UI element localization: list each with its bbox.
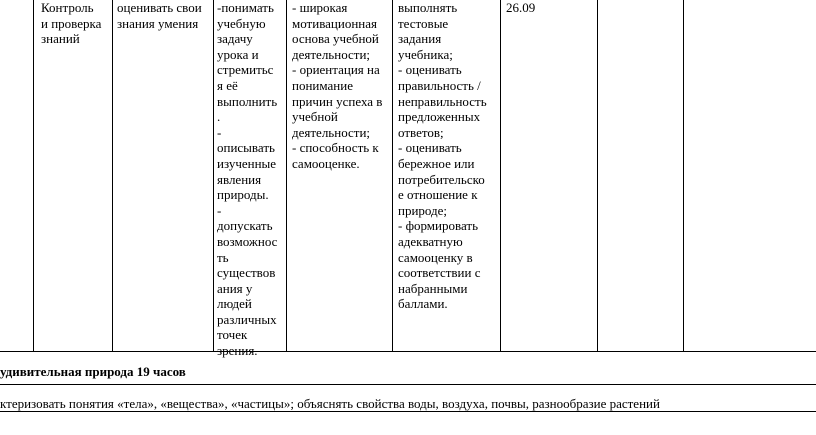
section-goal: ктеризовать понятия «тела», «вещества», «частицы»; объяснять свойства воды, воздуха, почвы, разнообразие растений [0,396,660,411]
section-rule-1 [0,384,816,385]
table-border-6 [500,0,501,352]
table-border-1 [33,0,34,352]
table-border-3 [213,0,214,352]
table-border-4 [286,0,287,352]
cell-goal: оценивать свои знания умения [117,0,202,31]
cell-personal-results: - широкая мотивационная основа учебной деятельности; - ориентация на понимание причин успеха в учебной деятельности; - способность к самооценке. [292,0,383,171]
cell-topic: Контроль и проверка знаний [41,0,102,47]
cell-subject-results: -понимать учебную задачу урока и стремитьс я её выполнить . - описывать изученные явления природы. - допускать возможнос ть существов ания у людей различных точек зрения. [217,0,278,359]
table-border-8 [683,0,684,352]
table-border-5 [392,0,393,352]
cell-date: 26.09 [506,0,536,15]
cell-activities: выполнять тестовые задания учебника; - оценивать правильность / неправильность предложенных ответов; - оценивать бережное или потребительско е отношение к природе; - формировать адекватную самооценку в соответствии с набранными баллами. [398,0,487,312]
table-bottom-border [0,351,816,352]
section-heading: удивительная природа 19 часов [0,364,186,379]
table-border-7 [597,0,598,352]
table-border-2 [112,0,113,352]
